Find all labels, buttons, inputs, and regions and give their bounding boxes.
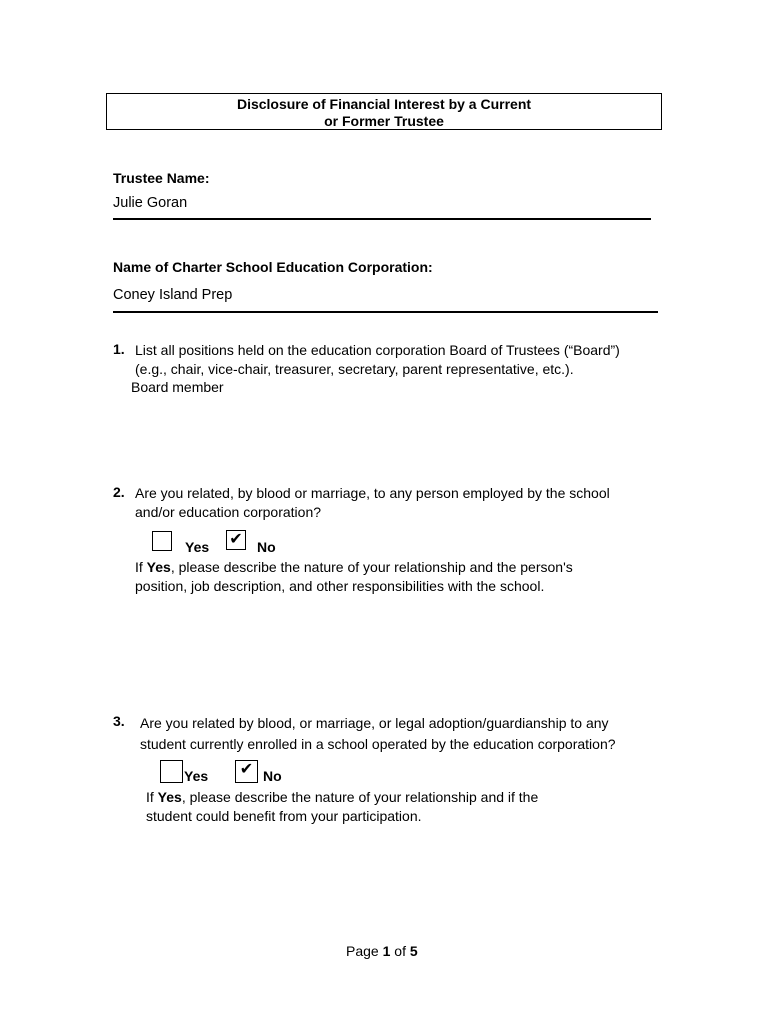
page-number [346, 943, 418, 959]
question-2-followup-yes: Yes [146, 559, 171, 575]
question-3-followup-line2: student could benefit from your participation. [146, 808, 422, 824]
question-3-line1: Are you related by blood, or marriage, or legal adoption/guardianship to any [140, 715, 609, 731]
question-2-line1: Are you related, by blood or marriage, to any person employed by the school [135, 485, 610, 501]
trustee-name-label: Trustee Name: [113, 170, 210, 186]
question-2-no-label: No [257, 539, 276, 555]
question-3-yes-label: Yes [184, 768, 209, 784]
question-2-line2: and/or education corporation? [135, 504, 322, 520]
question-3-line2: student currently enrolled in a school operated by the education corporation? [140, 736, 616, 752]
question-3-text [140, 713, 680, 755]
question-3-followup [146, 788, 646, 826]
question-1-line1: List all positions held on the education corporation Board of Trustees (“Board”) [135, 342, 620, 358]
question-2-yes-checkbox[interactable] [152, 531, 172, 551]
document-title-line1: Disclosure of Financial Interest by a Current [236, 96, 532, 112]
question-3-no-checkbox[interactable]: ✔ [235, 760, 258, 783]
question-3-followup-rest: , please describe the nature of your relationship and if the [181, 789, 539, 805]
question-1-number: 1. [113, 341, 125, 357]
question-1-line2: (e.g., chair, vice-chair, treasurer, secretary, parent representative, etc.). [135, 361, 574, 377]
corporation-name-field[interactable]: Coney Island Prep [113, 287, 233, 303]
question-2-no-checkbox[interactable]: ✔ [226, 530, 246, 550]
question-3-yes-checkbox[interactable] [160, 760, 183, 783]
question-3-followup-yes: Yes [157, 789, 182, 805]
question-3-number: 3. [113, 713, 125, 729]
trustee-name-underline [113, 218, 651, 220]
question-3-followup-if: If [146, 789, 158, 805]
page-of: of [390, 943, 410, 959]
question-1-text [135, 341, 675, 379]
trustee-name-field[interactable]: Julie Goran [113, 195, 188, 211]
question-1-answer-field[interactable]: Board member [131, 379, 224, 395]
question-2-followup-if: If [135, 559, 147, 575]
page-total: 5 [409, 943, 418, 959]
page-current: 1 [382, 943, 391, 959]
document-title-line2: or Former Trustee [324, 113, 444, 129]
question-3-no-label: No [263, 768, 282, 784]
question-2-text [135, 484, 675, 522]
question-2-number: 2. [113, 484, 125, 500]
question-2-followup [135, 558, 655, 596]
corporation-name-underline [113, 311, 658, 313]
corporation-name-label: Name of Charter School Education Corporation: [113, 259, 433, 275]
page-prefix: Page [346, 943, 383, 959]
question-2-followup-line2: position, job description, and other responsibilities with the school. [135, 578, 545, 594]
question-2-yes-label: Yes [185, 539, 210, 555]
document-title-box [106, 93, 662, 130]
question-2-followup-rest: , please describe the nature of your relationship and the person's [170, 559, 573, 575]
